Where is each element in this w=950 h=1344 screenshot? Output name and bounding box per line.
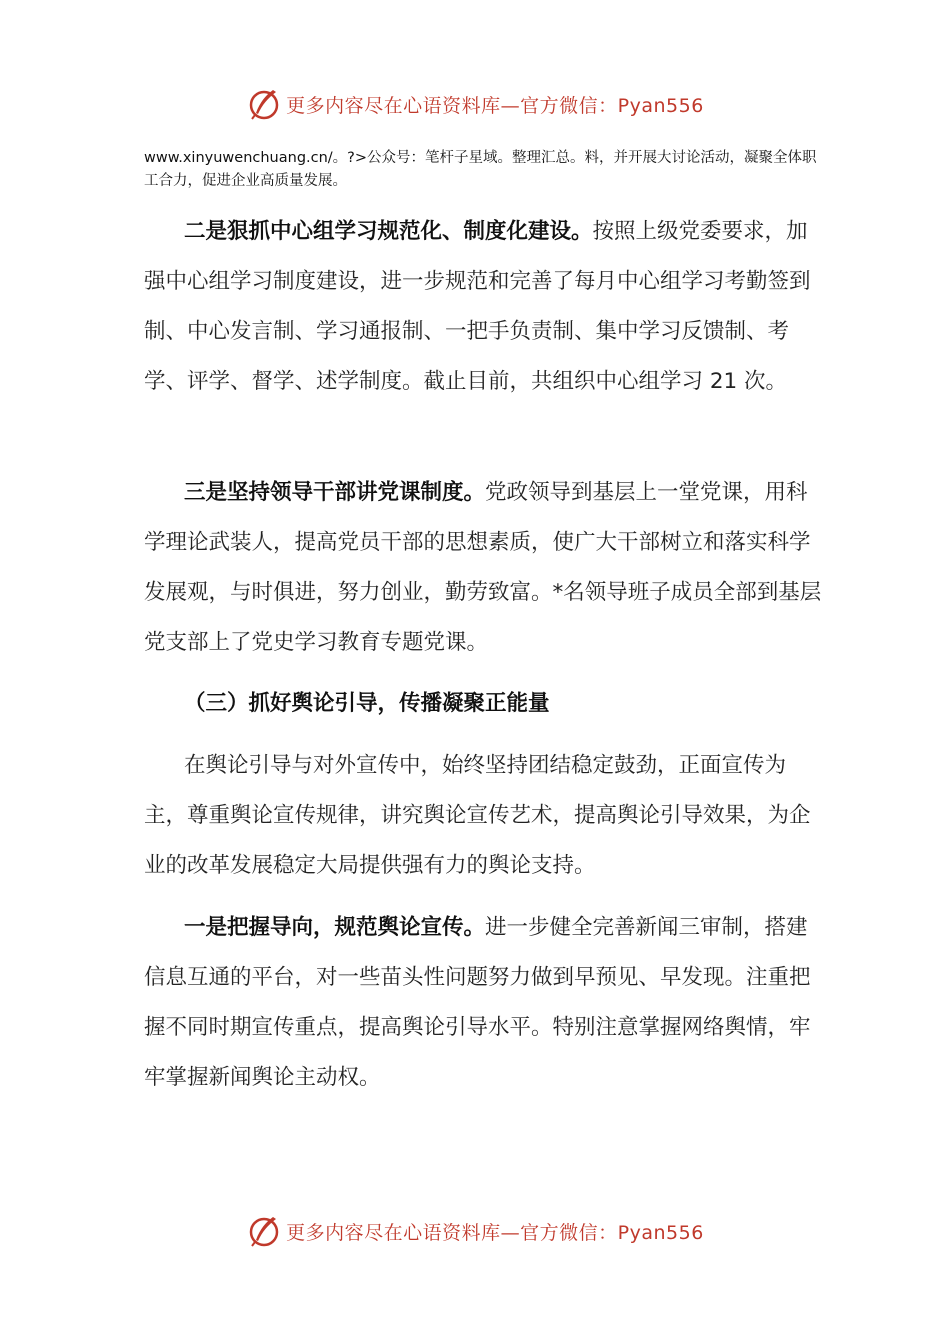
paragraph-party-lectures xyxy=(144,468,824,668)
quill-pen-logo-icon xyxy=(246,86,282,122)
paragraph-lead: 一是把握导向，规范舆论宣传。 xyxy=(184,915,486,940)
banner-wechat-id: Pyan556 xyxy=(617,1221,704,1244)
footer-banner xyxy=(0,1211,950,1251)
paragraph-public-opinion xyxy=(144,741,824,891)
paragraph-lead: 二是狠抓中心组学习规范化、制度化建设。 xyxy=(184,219,593,244)
paragraph-body: 进一步健全完善新闻三审制，搭建信息互通的平台，对一些苗头性问题努力做到早预见、早发现。注重把握不同时期宣传重点，提高舆论引导水平。特别注意掌握网络舆情，牢牢掌握新闻舆论主动权。 xyxy=(144,915,811,1090)
header-banner xyxy=(0,84,950,124)
intro-text: www.xinyuwenchuang.cn/。?>公众号：笔杆子星域。整理汇总。料，并开展大讨论活动，凝聚全体职工合力，促进企业高质量发展。 xyxy=(144,150,817,189)
paragraph-body: 按照上级党委要求，加强中心组学习制度建设，进一步规范和完善了每月中心组学习考勤签到制、中心发言制、学习通报制、一把手负责制、集中学习反馈制、考学、评学、督学、述学制度。截止目前，共组织中心组学习 21 次。 xyxy=(144,219,811,394)
banner-wechat-id: Pyan556 xyxy=(617,94,704,117)
paragraph-body: 在舆论引导与对外宣传中，始终坚持团结稳定鼓劲，正面宣传为主，尊重舆论宣传规律，讲究舆论宣传艺术，提高舆论引导效果，为企业的改革发展稳定大局提供强有力的舆论支持。 xyxy=(144,753,811,878)
quill-pen-logo-icon xyxy=(246,1213,282,1249)
paragraph-study-system xyxy=(144,207,824,407)
banner-text: 更多内容尽在心语资料库—官方微信：Pyan556 xyxy=(286,1221,704,1244)
section-heading: （三）抓好舆论引导，传播凝聚正能量 xyxy=(184,691,550,716)
paragraph-lead: 三是坚持领导干部讲党课制度。 xyxy=(184,480,486,505)
banner-text: 更多内容尽在心语资料库—官方微信：Pyan556 xyxy=(286,94,704,117)
paragraph-body: 党政领导到基层上一堂党课，用科学理论武装人，提高党员干部的思想素质，使广大干部树立和落实科学发展观，与时俱进，努力创业，勤劳致富。*名领导班子成员全部到基层党支部上了党史学习教育专题党课。 xyxy=(144,480,822,655)
paragraph-guidance xyxy=(144,903,824,1103)
